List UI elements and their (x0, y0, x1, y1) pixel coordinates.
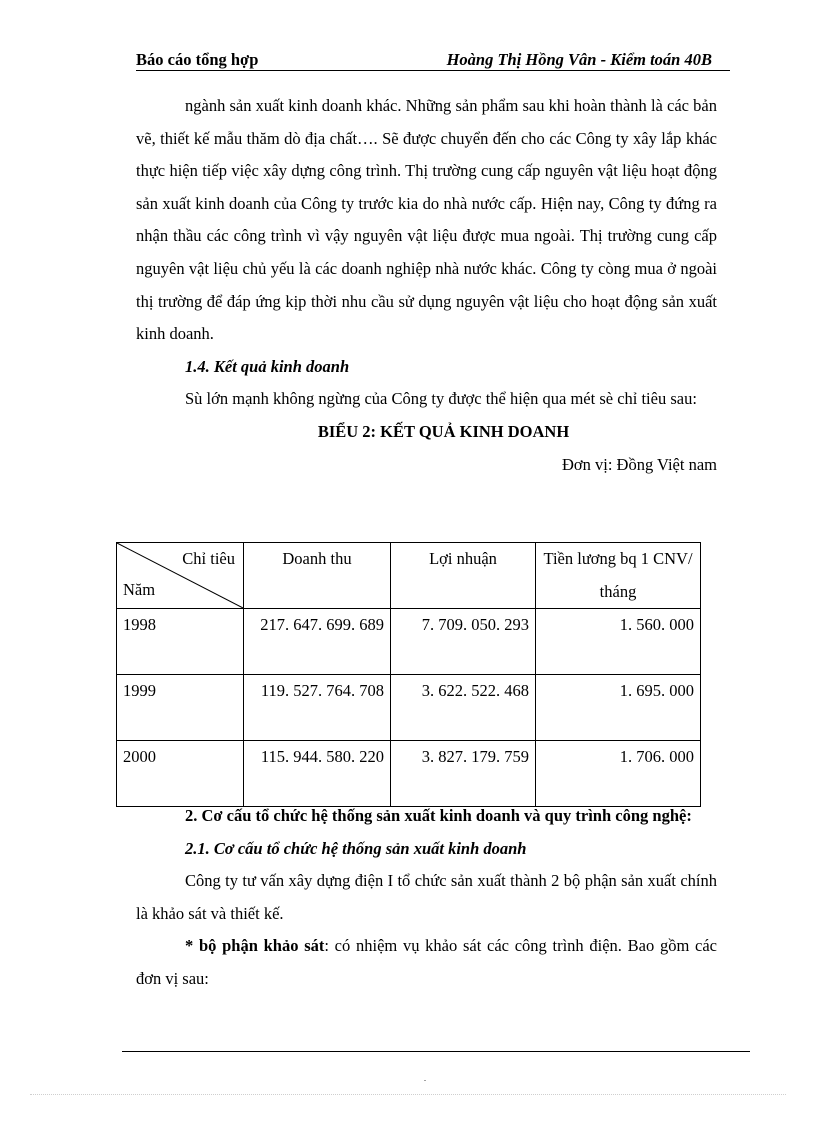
section-heading-2: 2. Cơ cấu tổ chức hệ thống sản xuất kinh doanh và quy trình công nghệ: (185, 806, 692, 825)
paragraph-growth-intro: Sù lớn mạnh không ngừng của Công ty được thể hiện qua mét sè chỉ tiêu sau: (185, 389, 697, 409)
table-title: BIỂU 2: KẾT QUẢ KINH DOANH (317, 421, 570, 441)
paragraph-production-units: Công ty tư vấn xây dựng điện I tổ chức sản xuất thành 2 bộ phận sản xuất chính là khảo sát và thiết kế. (136, 871, 717, 923)
corner-label-year: Năm (123, 580, 156, 599)
page-header (136, 50, 730, 71)
cell-year: 1998 (117, 609, 244, 675)
cell-revenue: 217. 647. 699. 689 (244, 609, 391, 675)
cell-profit: 7. 709. 050. 293 (391, 609, 536, 675)
header-salary: Tiền lương bq 1 CNV/ tháng (536, 543, 701, 609)
cell-year: 1999 (117, 675, 244, 741)
table-header-row (117, 543, 701, 609)
survey-department-label: * bộ phận khảo sát (185, 936, 325, 956)
body-text-top (136, 90, 717, 481)
footer-rule (122, 1051, 750, 1052)
cell-revenue: 115. 944. 580. 220 (244, 741, 391, 807)
section-heading-2-1: 2.1. Cơ cấu tổ chức hệ thống sản xuất kinh doanh (185, 838, 527, 858)
header-author: Hoàng Thị Hồng Vân - Kiểm toán 40B (446, 50, 712, 69)
table-unit: Đơn vị: Đồng Việt nam (561, 454, 717, 474)
header-report-title: Báo cáo tổng hợp (136, 50, 259, 69)
table-row (117, 609, 701, 675)
cell-revenue: 119. 527. 764. 708 (244, 675, 391, 741)
survey-department-text: : có nhiệm vụ khảo sát các công trình điện. Bao gồm các đơn vị sau: (136, 936, 717, 988)
cell-salary: 1. 706. 000 (536, 741, 701, 807)
table-row (117, 675, 701, 741)
corner-label-criteria: Chỉ tiêu (182, 549, 235, 568)
footer-mark: . (424, 1074, 426, 1083)
body-text-bottom (136, 800, 717, 996)
business-results-table (116, 542, 701, 807)
table-corner-cell (117, 543, 244, 609)
page-bottom-dotted-rule (30, 1094, 786, 1095)
cell-year: 2000 (117, 741, 244, 807)
paragraph-materials-market: ngành sản xuất kinh doanh khác. Những sản phẩm sau khi hoàn thành là các bản vẽ, thiết kế mẫu thăm dò địa chất…. Sẽ được chuyển đến cho các Công ty xây lắp khác thực hiện tiếp việc xây dựng công trình. Thị trường cung cấp nguyên vật liệu hoạt động sản xuất kinh doanh của Công ty trước kia do nhà nước cấp. Hiện nay, Công ty đứng ra nhận thầu các công trình vì vậy nguyên vật liệu được mua ngoài. Thị trường cung cấp nguyên vật liệu chủ yếu là các doanh nghiệp nhà nước khác. Công ty còng mua ở ngoài thị trường để đáp ứng kịp thời nhu cầu sử dụng nguyên vật liệu cho hoạt động sản xuất kinh doanh. (136, 96, 717, 344)
cell-salary: 1. 560. 000 (536, 609, 701, 675)
paragraph-survey-department (136, 930, 717, 995)
table-row (117, 741, 701, 807)
section-heading-1-4: 1.4. Kết quả kinh doanh (185, 356, 350, 376)
cell-profit: 3. 827. 179. 759 (391, 741, 536, 807)
cell-salary: 1. 695. 000 (536, 675, 701, 741)
header-revenue: Doanh thu (244, 543, 391, 609)
cell-profit: 3. 622. 522. 468 (391, 675, 536, 741)
header-profit: Lợi nhuận (391, 543, 536, 609)
